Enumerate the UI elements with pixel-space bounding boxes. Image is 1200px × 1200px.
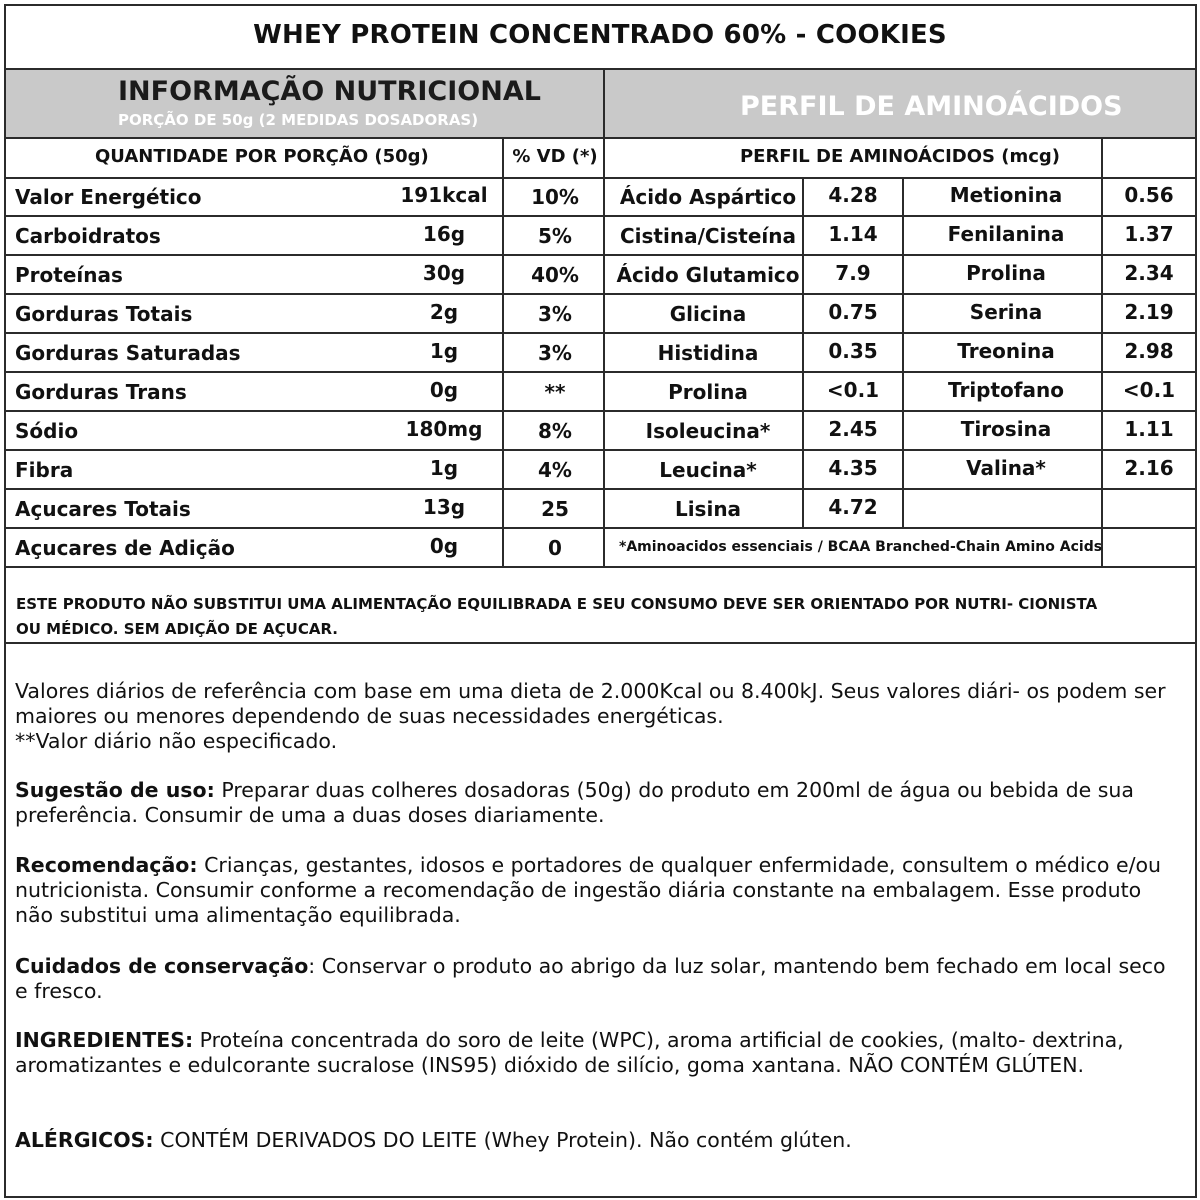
amino-column-header: PERFIL DE AMINOÁCIDOS (mcg) <box>739 146 1061 167</box>
nutrient-amount: 0g <box>429 534 459 558</box>
daily-values-paragraph <box>15 679 1175 754</box>
amino-name: Metionina <box>949 183 1063 207</box>
care-paragraph <box>15 954 1175 1004</box>
row-divider <box>6 371 1195 373</box>
amino-name: Tirosina <box>960 417 1052 441</box>
amino-name: Fenilanina <box>947 222 1065 246</box>
amino-value: 7.9 <box>835 261 871 285</box>
nutrient-name: Açucares Totais <box>15 497 191 521</box>
amino-name: Ácido Aspártico <box>619 185 797 209</box>
serving-subheading: PORÇÃO DE 50g (2 MEDIDAS DOSADORAS) <box>118 111 479 129</box>
recommendation-text: Crianças, gestantes, idosos e portadores de qualquer enfermidade, consultem o médico e/ou nutricionista. Consumir conforme a recomendação de ingestão diária constante na embalagem. Esse produto não substitui uma alimentação equilibrada. <box>15 853 1162 927</box>
title-divider <box>6 68 1195 70</box>
nutrient-name: Sódio <box>15 419 79 443</box>
amino-value-divider <box>802 178 804 529</box>
amino-name: Histidina <box>657 341 759 365</box>
recommendation-label: Recomendação: <box>15 853 198 877</box>
nutrient-name: Carboidratos <box>15 224 161 248</box>
vd-column-divider <box>502 137 504 566</box>
product-title: WHEY PROTEIN CONCENTRADO 60% - COOKIES <box>253 20 947 50</box>
row-divider <box>6 254 1195 256</box>
nutrient-vd: 4% <box>538 458 572 482</box>
row-divider <box>6 293 1195 295</box>
amino-name2-divider <box>902 178 904 529</box>
amino-value: 4.28 <box>828 183 878 207</box>
amino-name: Leucina* <box>659 458 757 482</box>
amino-name: Glicina <box>669 302 747 326</box>
amino-value: 0.56 <box>1124 183 1174 207</box>
row-divider <box>6 488 1195 490</box>
amino-value: 0.75 <box>828 300 878 324</box>
amino-name: Lisina <box>674 497 742 521</box>
warning-divider <box>6 642 1195 644</box>
quantity-column-header: QUANTIDADE POR PORÇÃO (50g) <box>95 146 429 167</box>
nutrient-vd: 10% <box>531 185 579 209</box>
usage-paragraph <box>15 778 1175 828</box>
care-text: : Conservar o produto ao abrigo da luz solar, mantendo bem fechado em local seco e fresco. <box>15 954 1166 1003</box>
amino-name: Prolina <box>668 380 748 404</box>
nutrient-name: Açucares de Adição <box>15 536 235 560</box>
amino-value2-divider <box>1101 137 1103 566</box>
amino-heading: PERFIL DE AMINOÁCIDOS <box>740 91 1123 122</box>
section-divider <box>603 68 605 566</box>
ingredients-text: Proteína concentrada do soro de leite (WPC), aroma artificial de cookies, (malto- dextrina, aromatizantes e edulcorante sucralose (INS95) dióxido de silício, goma xantana. NÃO CONTÉM GLÚTEN. <box>15 1028 1124 1077</box>
amino-value: 1.14 <box>828 222 878 246</box>
nutrient-amount: 191kcal <box>400 183 488 207</box>
amino-value: 1.11 <box>1124 417 1174 441</box>
nutrient-vd: ** <box>544 380 566 404</box>
amino-value: 2.19 <box>1124 300 1174 324</box>
recommendation-paragraph <box>15 853 1175 928</box>
amino-footnote: *Aminoacidos essenciais / BCAA Branched-Chain Amino Acids <box>619 539 1103 555</box>
row-divider <box>6 410 1195 412</box>
amino-name: Cistina/Cisteína <box>619 224 797 248</box>
nutrient-name: Gorduras Saturadas <box>15 341 241 365</box>
warning-text: ESTE PRODUTO NÃO SUBSTITUI UMA ALIMENTAÇÃO EQUILIBRADA E SEU CONSUMO DEVE SER ORIENTADO POR NUTRI- CIONISTA OU MÉDICO. SEM ADIÇÃO DE AÇUCAR. <box>16 595 1098 638</box>
nutrient-vd: 3% <box>538 302 572 326</box>
nutrient-name: Gorduras Totais <box>15 302 193 326</box>
nutrient-amount: 1g <box>429 456 459 480</box>
nutrient-name: Proteínas <box>15 263 123 287</box>
amino-name: Serina <box>969 300 1043 324</box>
nutrient-vd: 40% <box>531 263 579 287</box>
amino-value: 1.37 <box>1124 222 1174 246</box>
row-divider <box>6 527 1195 529</box>
vd-column-header: % VD (*) <box>512 146 598 167</box>
amino-value: 2.34 <box>1124 261 1174 285</box>
usage-text: Preparar duas colheres dosadoras (50g) do produto em 200ml de água ou bebida de sua preferência. Consumir de uma a duas doses diariamente. <box>15 778 1134 827</box>
amino-name: Valina* <box>966 456 1046 480</box>
table-bottom-divider <box>6 566 1195 568</box>
ingredients-label: INGREDIENTES: <box>15 1028 194 1052</box>
ingredients-paragraph <box>15 1028 1175 1078</box>
amino-name: Triptofano <box>948 378 1064 402</box>
nutrient-amount: 13g <box>422 495 466 519</box>
nutrient-amount: 16g <box>422 222 466 246</box>
allergens-text: CONTÉM DERIVADOS DO LEITE (Whey Protein). Não contém glúten. <box>153 1128 852 1152</box>
row-divider <box>6 215 1195 217</box>
amino-name: Isoleucina* <box>645 419 771 443</box>
nutrient-vd: 3% <box>538 341 572 365</box>
nutrition-heading: INFORMAÇÃO NUTRICIONAL <box>118 76 541 107</box>
amino-name: Ácido Glutamico <box>616 263 800 287</box>
amino-value: 0.35 <box>828 339 878 363</box>
care-label: Cuidados de conservação <box>15 954 309 978</box>
amino-value: 2.45 <box>828 417 878 441</box>
nutrient-amount: 0g <box>429 378 459 402</box>
amino-value: 2.98 <box>1124 339 1174 363</box>
nutrient-vd: 0 <box>548 536 562 560</box>
amino-name: Prolina <box>966 261 1046 285</box>
amino-value: 4.72 <box>828 495 878 519</box>
nutrient-vd: 25 <box>541 497 569 521</box>
nutrient-amount: 180mg <box>405 417 483 441</box>
nutrient-vd: 5% <box>538 224 572 248</box>
daily-values-text: Valores diários de referência com base em uma dieta de 2.000Kcal ou 8.400kJ. Seus valores diári- os podem ser maiores ou menores dependendo de suas necessidades energéticas. <box>15 679 1166 728</box>
amino-value: <0.1 <box>1122 378 1176 402</box>
daily-values-note: **Valor diário não especificado. <box>15 729 338 753</box>
header-divider <box>6 137 1195 139</box>
nutrient-name: Gorduras Trans <box>15 380 187 404</box>
nutrient-name: Valor Energético <box>15 185 202 209</box>
column-header-divider <box>6 177 1195 179</box>
amino-value: 2.16 <box>1124 456 1174 480</box>
nutrient-vd: 8% <box>538 419 572 443</box>
row-divider <box>6 449 1195 451</box>
nutrient-name: Fibra <box>15 458 74 482</box>
amino-value: 4.35 <box>828 456 878 480</box>
usage-label: Sugestão de uso: <box>15 778 215 802</box>
nutrient-amount: 2g <box>429 300 459 324</box>
row-divider <box>6 332 1195 334</box>
allergens-paragraph <box>15 1128 1175 1153</box>
allergens-label: ALÉRGICOS: <box>15 1128 154 1152</box>
nutrient-amount: 1g <box>429 339 459 363</box>
nutrient-amount: 30g <box>422 261 466 285</box>
amino-value: <0.1 <box>826 378 880 402</box>
amino-name: Treonina <box>957 339 1055 363</box>
